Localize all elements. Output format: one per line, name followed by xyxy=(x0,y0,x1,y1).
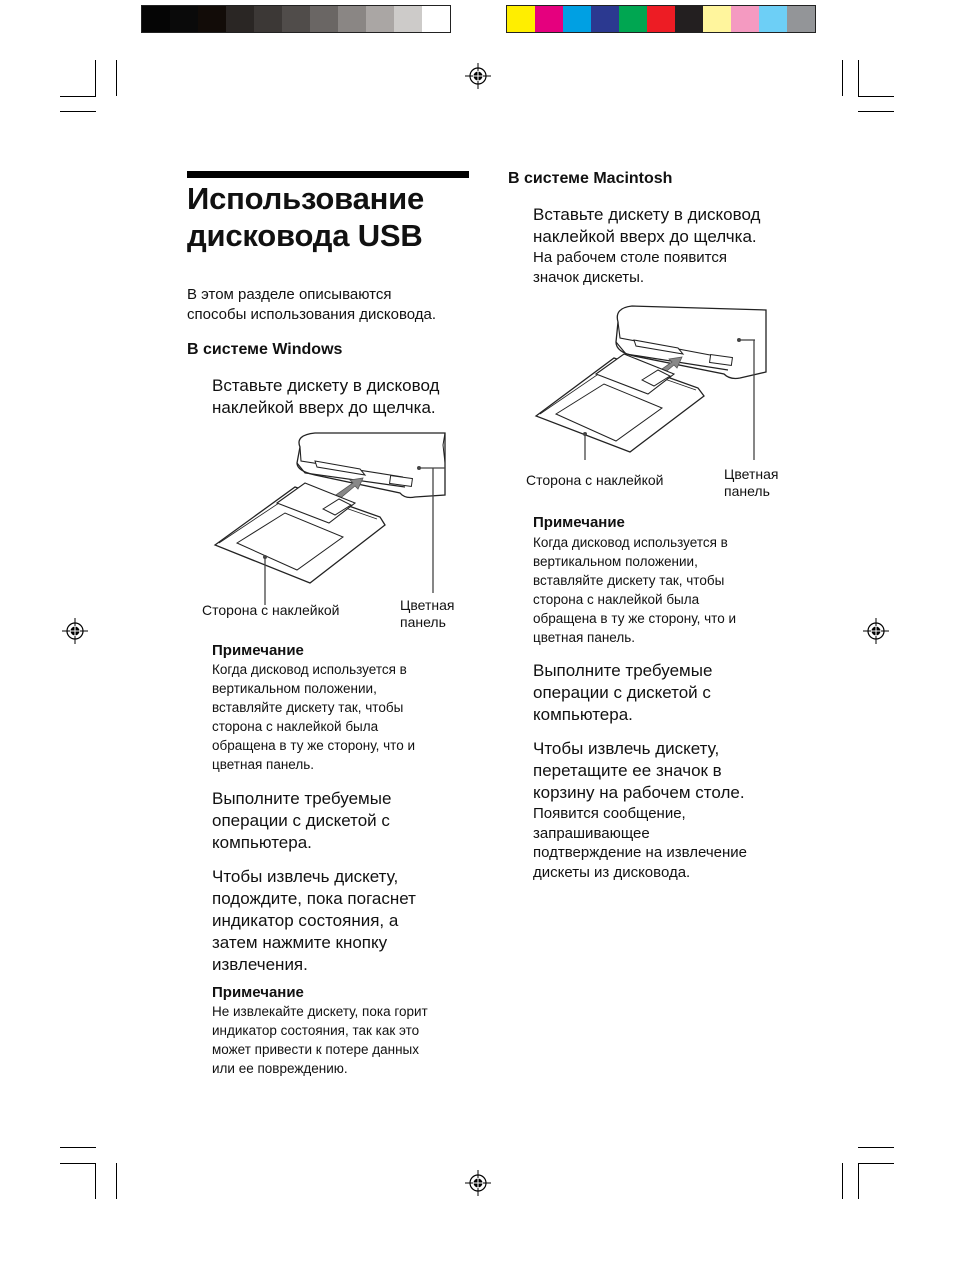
windows-heading: В системе Windows xyxy=(187,341,343,358)
gray-swatch xyxy=(310,6,338,32)
windows-step-2: Выполните требуемые операции с дискетой с компьютера. xyxy=(212,789,392,852)
mac-step-2: Выполните требуемые операции с дискетой с компьютера. xyxy=(533,661,713,724)
color-swatch xyxy=(787,6,815,32)
gray-swatch xyxy=(198,6,226,32)
windows-floppy-illustration xyxy=(205,425,465,610)
color-swatch xyxy=(703,6,731,32)
gray-swatch xyxy=(142,6,170,32)
windows-label-panel: Цветная панель xyxy=(400,597,455,630)
gray-swatch xyxy=(366,6,394,32)
registration-mark-right xyxy=(863,618,889,644)
mac-step-3-result: Появится сообщение, запрашивающее подтверждение на извлечение дискеты из дисковода. xyxy=(533,805,747,881)
intro-text: В этом разделе описываются способы использования дисковода. xyxy=(187,286,437,323)
color-swatch xyxy=(535,6,563,32)
gray-swatch xyxy=(422,6,450,32)
gray-swatch xyxy=(338,6,366,32)
color-swatch xyxy=(563,6,591,32)
registration-mark-left xyxy=(62,618,88,644)
color-swatch xyxy=(507,6,535,32)
color-swatch xyxy=(731,6,759,32)
windows-note-1-text: Когда дисковод используется в вертикальном положении, вставляйте дискету так, чтобы сторона с наклейкой была обращена в ту же сторону, что и цветная панель. xyxy=(212,662,416,772)
gray-swatch xyxy=(170,6,198,32)
mac-label-side: Сторона с наклейкой xyxy=(526,472,664,488)
gray-swatch xyxy=(226,6,254,32)
gray-swatch xyxy=(282,6,310,32)
color-calibration-bar xyxy=(506,5,816,33)
windows-note-2-text: Не извлекайте дискету, пока горит индикатор состояния, так как это может привести к потере данных или ее повреждению. xyxy=(212,1004,428,1076)
registration-mark-top xyxy=(465,63,491,89)
mac-label-panel: Цветная панель xyxy=(724,466,779,499)
mac-step-1: Вставьте дискету в дисковод наклейкой вверх до щелчка. xyxy=(533,205,761,246)
mac-note-text: Когда дисковод используется в вертикальном положении, вставляйте дискету так, чтобы сторона с наклейкой была обращена в ту же сторону, что и цветная панель. xyxy=(533,535,737,645)
windows-note-1-heading: Примечание xyxy=(212,642,304,659)
mac-heading: В системе Macintosh xyxy=(508,170,673,187)
mac-note-heading: Примечание xyxy=(533,514,625,531)
mac-step-1-result: На рабочем столе появится значок дискеты. xyxy=(533,249,728,286)
mac-step-3: Чтобы извлечь дискету, перетащите ее значок в корзину на рабочем столе. xyxy=(533,739,745,802)
color-swatch xyxy=(647,6,675,32)
mac-floppy-illustration xyxy=(530,300,790,460)
color-swatch xyxy=(591,6,619,32)
title-rule xyxy=(187,171,469,178)
color-swatch xyxy=(675,6,703,32)
page-title: Использование дисковода USB xyxy=(187,181,425,253)
color-swatch xyxy=(619,6,647,32)
registration-mark-bottom xyxy=(465,1170,491,1196)
windows-step-3: Чтобы извлечь дискету, подождите, пока погаснет индикатор состояния, а затем нажмите кнопку извлечения. xyxy=(212,867,416,974)
gray-calibration-bar xyxy=(141,5,451,33)
windows-note-2-heading: Примечание xyxy=(212,984,304,1001)
gray-swatch xyxy=(394,6,422,32)
gray-swatch xyxy=(254,6,282,32)
windows-label-side: Сторона с наклейкой xyxy=(202,602,340,618)
color-swatch xyxy=(759,6,787,32)
windows-step-1: Вставьте дискету в дисковод наклейкой вверх до щелчка. xyxy=(212,376,440,417)
